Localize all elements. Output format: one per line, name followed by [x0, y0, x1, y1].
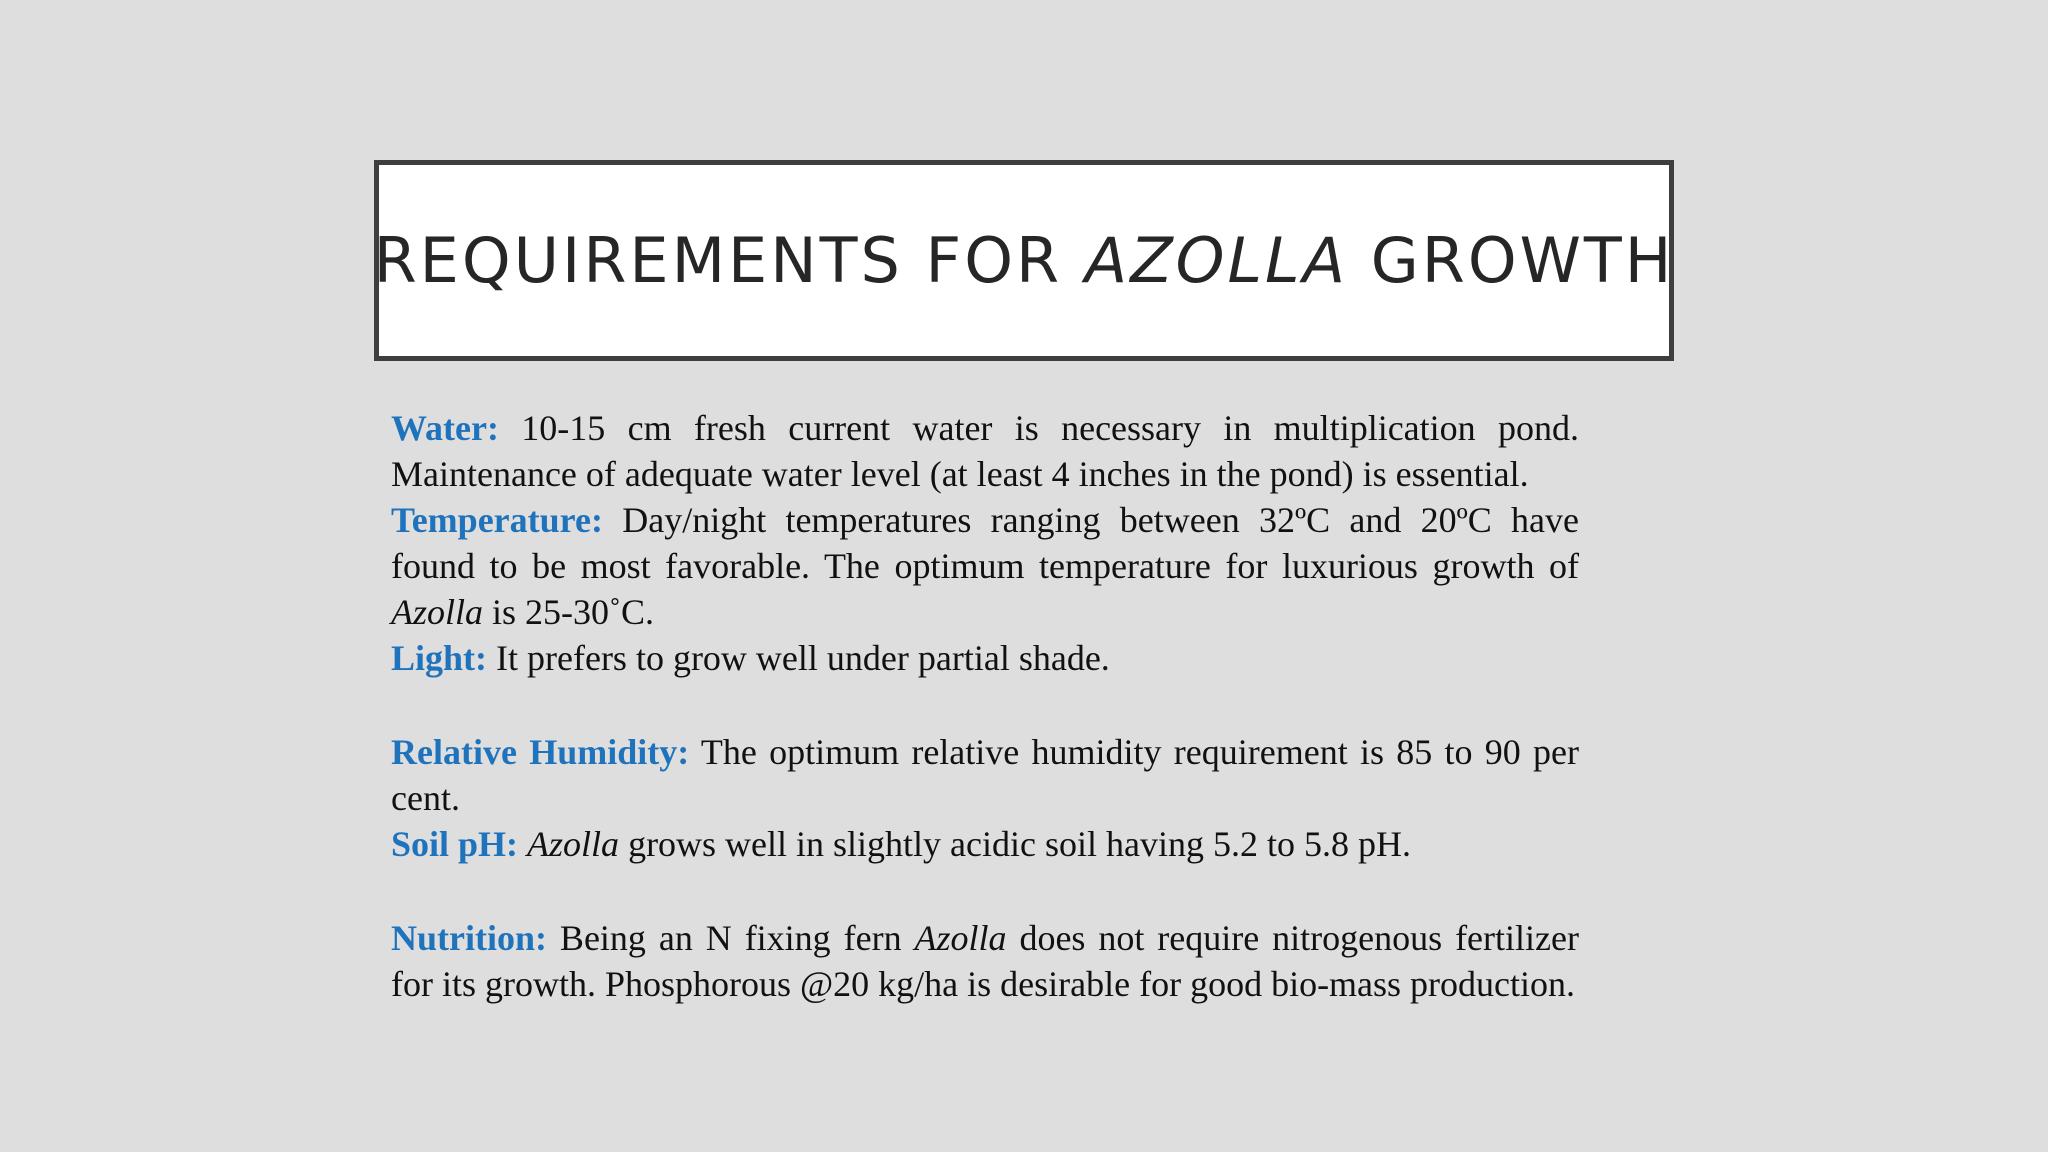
item-nutrition — [391, 915, 1579, 1007]
water-text: 10-15 cm fresh current water is necessary in multiplication pond. Maintenance of adequate water level (at least 4 inches in the pond) is essential. — [391, 408, 1579, 494]
water-label: Water: — [391, 408, 499, 448]
soil-text: grows well in slightly acidic soil having 5.2 to 5.8 pH. — [619, 824, 1411, 864]
item-soil — [391, 821, 1579, 867]
soil-label: Soil pH: — [391, 824, 519, 864]
slide-body — [391, 405, 1579, 1007]
light-label: Light: — [391, 638, 488, 678]
temperature-text-2: is 25-30˚C. — [483, 592, 655, 632]
nutrition-label: Nutrition: — [391, 918, 547, 958]
light-text: It prefers to grow well under partial shade. — [487, 638, 1110, 678]
item-temperature — [391, 497, 1579, 635]
temperature-label: Temperature: — [391, 500, 603, 540]
item-light — [391, 635, 1579, 681]
humidity-label: Relative Humidity: — [391, 732, 690, 772]
humidity-text: The optimum relative humidity requirement is 85 to 90 per cent. — [391, 732, 1579, 818]
item-water — [391, 405, 1579, 497]
soil-italic: Azolla — [527, 824, 620, 864]
title-prefix: REQUIREMENTS FOR — [373, 224, 1085, 297]
nutrition-text-1: Being an N fixing fern — [547, 918, 915, 958]
item-humidity — [391, 729, 1579, 821]
nutrition-text-2: does not require nitrogenous fertilizer for its growth. Phosphorous @20 kg/ha is desirable for good bio-mass production. — [391, 918, 1579, 1004]
title-suffix: GROWTH — [1347, 224, 1675, 297]
temperature-italic: Azolla — [391, 592, 484, 632]
title-box — [374, 160, 1674, 361]
title-italic: AZOLLA — [1084, 224, 1348, 297]
temperature-text-1: Day/night temperatures ranging between 32ºC and 20ºC have found to be most favorable. The optimum temperature for luxurious growth of — [391, 500, 1579, 586]
slide-title — [374, 224, 1675, 297]
nutrition-italic: Azolla — [914, 918, 1007, 958]
